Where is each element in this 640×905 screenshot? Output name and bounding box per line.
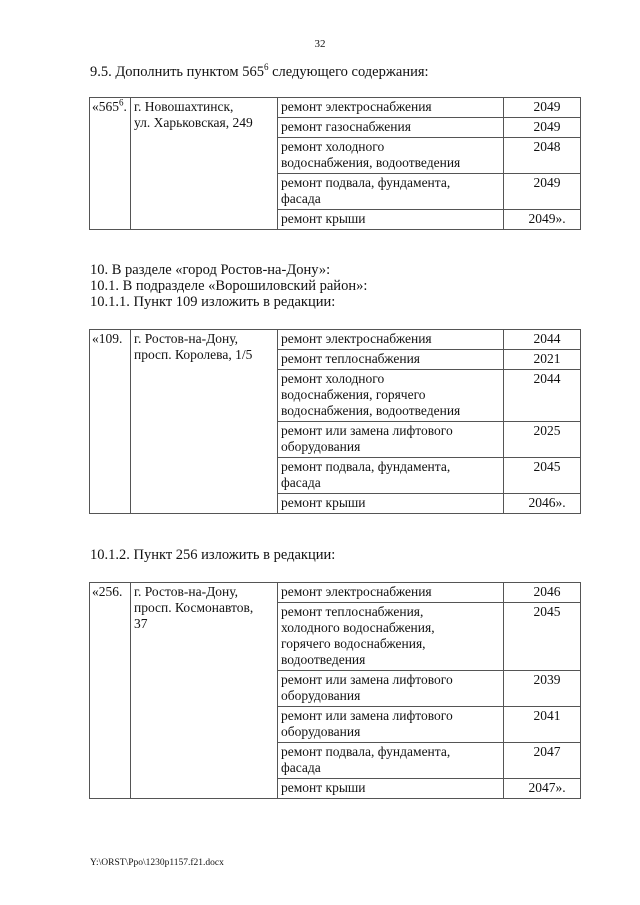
work-cell [278, 98, 504, 118]
work-line: ремонт или замена лифтового [281, 708, 453, 723]
year-cell: 2045 [504, 603, 581, 671]
year-cell: 2047». [504, 779, 581, 799]
work-line: оборудования [281, 724, 361, 739]
year-cell: 2046». [504, 494, 581, 514]
item-number-tail: . [123, 99, 127, 114]
work-cell [278, 603, 504, 671]
work-line: ремонт теплоснабжения [281, 351, 421, 366]
year-cell: 2047 [504, 743, 581, 779]
work-line: водоснабжения, горячего [281, 387, 426, 402]
work-line: горячего водоснабжения, [281, 636, 426, 651]
work-line: ремонт холодного [281, 371, 385, 386]
items-table-109 [89, 329, 581, 514]
item-number-cell: «256. [90, 583, 131, 799]
item-number-cell: «109. [90, 330, 131, 514]
address-line: просп. Космонавтов, [134, 600, 254, 615]
work-line: фасада [281, 760, 321, 775]
table-body [90, 98, 581, 230]
work-line: ремонт или замена лифтового [281, 672, 453, 687]
work-cell [278, 350, 504, 370]
year-cell: 2044 [504, 370, 581, 422]
year-cell: 2041 [504, 707, 581, 743]
heading-text-tail: следующего содержания: [268, 64, 429, 80]
table-body [90, 330, 581, 514]
work-line: ремонт газоснабжения [281, 119, 411, 134]
work-line: ремонт подвала, фундамента, [281, 744, 451, 759]
year-cell: 2021 [504, 350, 581, 370]
footer-file-path: Y:\ORST\Ppo\1230p1157.f21.docx [90, 858, 224, 868]
year-cell: 2046 [504, 583, 581, 603]
work-line: ремонт теплоснабжения, [281, 604, 424, 619]
section-10-1-2-heading: 10.1.2. Пункт 256 изложить в редакции: [90, 547, 336, 563]
heading-superscript: 6 [263, 62, 269, 73]
table-row [90, 583, 581, 603]
address-line: г. Новошахтинск, [134, 99, 234, 114]
heading-text: 9.5. Дополнить пунктом 565 [90, 64, 264, 80]
work-line: ремонт подвала, фундамента, [281, 175, 451, 190]
year-cell: 2039 [504, 671, 581, 707]
work-line: фасада [281, 191, 321, 206]
year-cell: 2049 [504, 174, 581, 210]
work-cell [278, 583, 504, 603]
address-cell [131, 330, 278, 514]
work-cell [278, 210, 504, 230]
work-line: ремонт электроснабжения [281, 331, 432, 346]
work-line: ремонт холодного [281, 139, 385, 154]
item-number-cell [90, 98, 131, 230]
items-table-256 [89, 582, 581, 799]
work-cell [278, 707, 504, 743]
work-line: холодного водоснабжения, [281, 620, 435, 635]
work-line: ремонт крыши [281, 211, 366, 226]
items-table-565 [89, 97, 581, 230]
section-10-1-1-heading: 10.1.1. Пункт 109 изложить в редакции: [90, 294, 336, 310]
table-body [90, 583, 581, 799]
work-cell [278, 330, 504, 350]
work-cell [278, 370, 504, 422]
work-line: водоснабжения, водоотведения [281, 155, 461, 170]
page-number: 32 [314, 38, 326, 50]
address-cell [131, 98, 278, 230]
work-line: фасада [281, 475, 321, 490]
work-line: водоотведения [281, 652, 366, 667]
work-cell [278, 422, 504, 458]
work-line: ремонт подвала, фундамента, [281, 459, 451, 474]
item-number: «565 [92, 99, 119, 114]
work-line: оборудования [281, 688, 361, 703]
work-line: ремонт электроснабжения [281, 584, 432, 599]
year-cell: 2048 [504, 138, 581, 174]
year-cell: 2025 [504, 422, 581, 458]
address-line: г. Ростов-на-Дону, [134, 331, 239, 346]
address-line: просп. Королева, 1/5 [134, 347, 253, 362]
work-cell [278, 458, 504, 494]
item-number-superscript: 6 [119, 97, 124, 108]
address-line: г. Ростов-на-Дону, [134, 584, 239, 599]
work-line: оборудования [281, 439, 361, 454]
table-row [90, 330, 581, 350]
year-cell: 2049 [504, 118, 581, 138]
address-line: 37 [134, 616, 148, 631]
year-cell: 2049». [504, 210, 581, 230]
table-row [90, 98, 581, 118]
year-cell: 2049 [504, 98, 581, 118]
work-cell [278, 138, 504, 174]
work-line: ремонт электроснабжения [281, 99, 432, 114]
work-line: водоснабжения, водоотведения [281, 403, 461, 418]
work-cell [278, 779, 504, 799]
work-cell [278, 743, 504, 779]
work-line: ремонт крыши [281, 495, 366, 510]
year-cell: 2045 [504, 458, 581, 494]
work-line: ремонт или замена лифтового [281, 423, 453, 438]
work-cell [278, 118, 504, 138]
section-9-5-heading [90, 63, 429, 81]
address-cell [131, 583, 278, 799]
year-cell: 2044 [504, 330, 581, 350]
work-cell [278, 494, 504, 514]
work-line: ремонт крыши [281, 780, 366, 795]
section-10-heading: 10. В разделе «город Ростов-на-Дону»: [90, 262, 331, 278]
work-cell [278, 174, 504, 210]
address-line: ул. Харьковская, 249 [134, 115, 253, 130]
work-cell [278, 671, 504, 707]
section-10-1-heading: 10.1. В подразделе «Ворошиловский район»: [90, 278, 368, 294]
